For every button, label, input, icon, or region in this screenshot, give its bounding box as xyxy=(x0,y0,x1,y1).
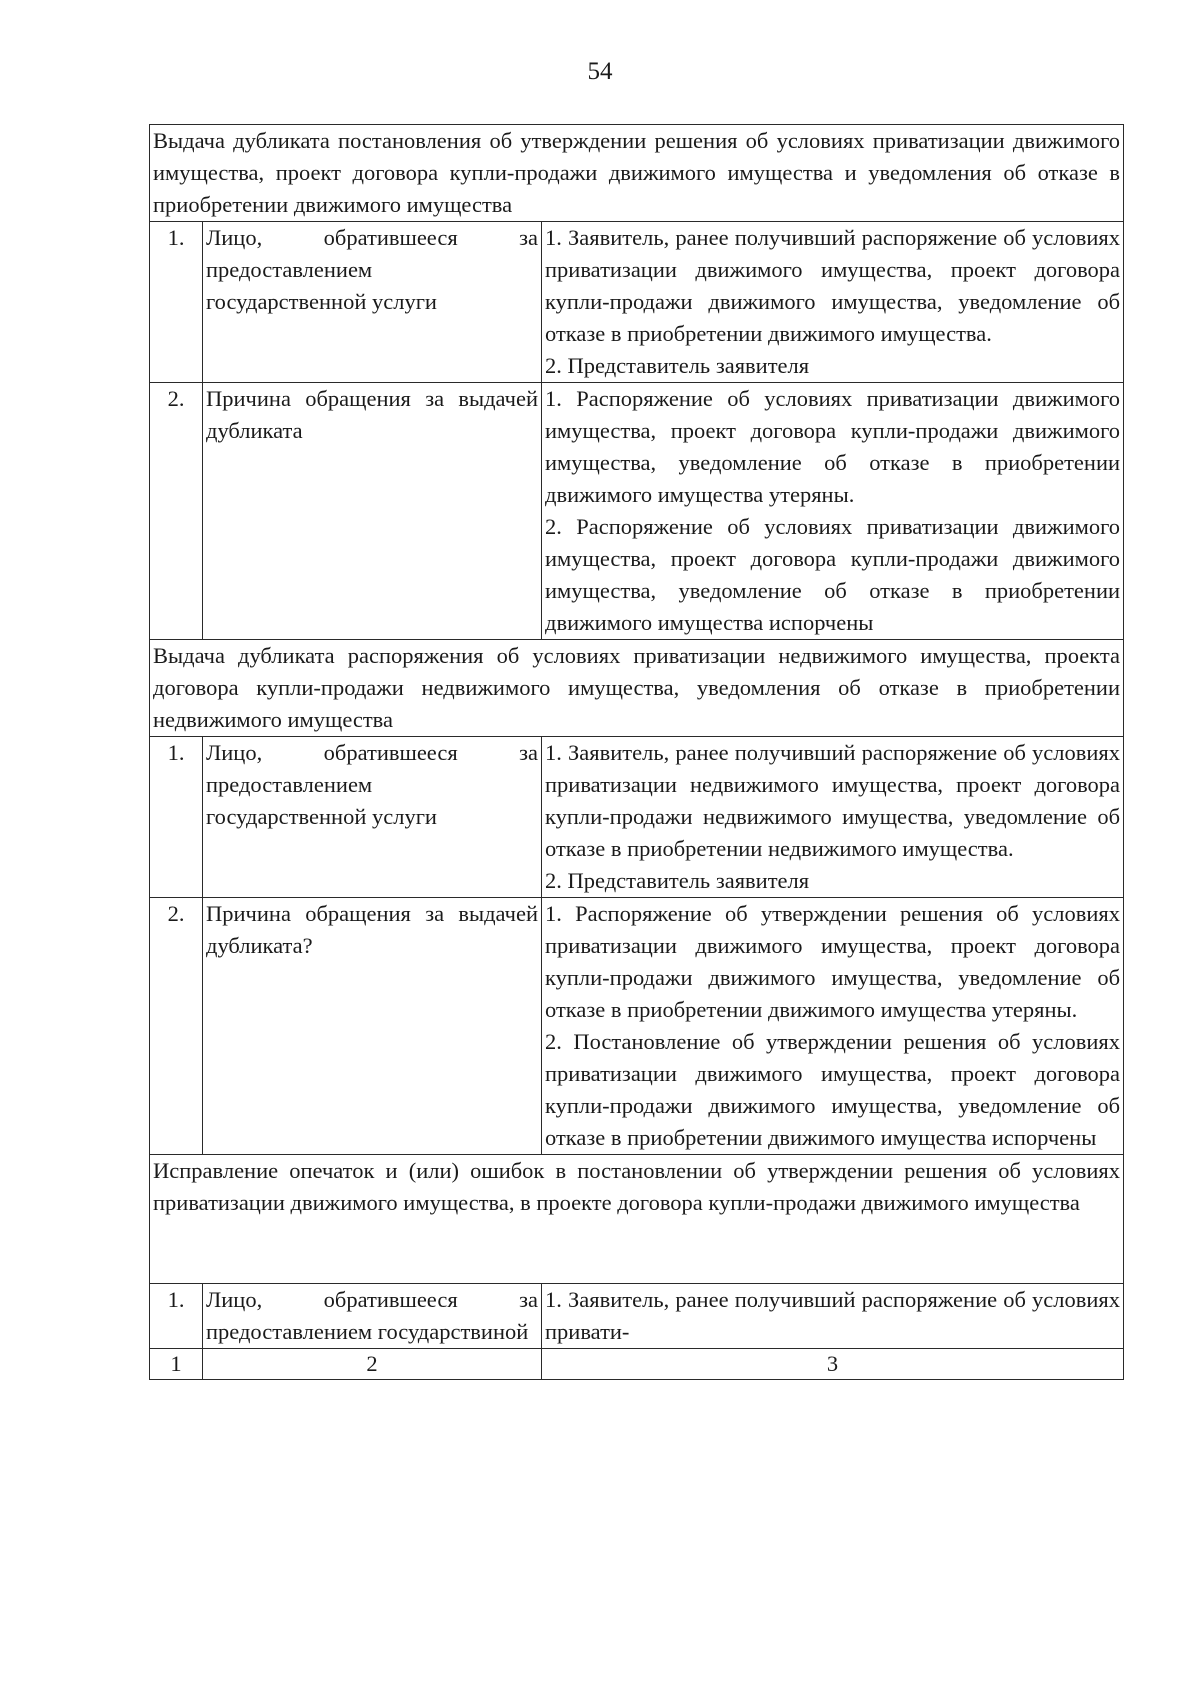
column-numbers-row xyxy=(150,1349,1124,1380)
section-header-row xyxy=(150,1155,1124,1284)
row-number: 1. xyxy=(150,1284,203,1349)
row-content xyxy=(542,737,1124,898)
content-item: 2. Постановление об утверждении решения об условиях приватизации движимого имущества, проект договора купли-продажи движимого имущества, уведомление об отказе в приобретении движимого имущества испорчены xyxy=(545,1029,1121,1150)
table-row xyxy=(150,222,1124,383)
row-number: 2. xyxy=(150,383,203,640)
row-label: Причина обращения за выдачей дубликата xyxy=(203,383,542,640)
content-item: 1. Распоряжение об утверждении решения об условиях приватизации движимого имущества, проект договора купли-продажи движимого имущества, уведомление об отказе в приобретении движимого имущества утеряны. xyxy=(545,901,1121,1022)
row-label: Лицо, обратившееся за предоставлением государственной услуги xyxy=(203,737,542,898)
table-row xyxy=(150,898,1124,1155)
row-content xyxy=(542,383,1124,640)
section-title: Выдача дубликата постановления об утверждении решения об условиях приватизации движимого имущества, проект договора купли-продажи движимого имущества и уведомления об отказе в приобретении движимого имущества xyxy=(150,125,1124,222)
page-number: 54 xyxy=(587,58,613,85)
content-item: 1. Заявитель, ранее получивший распоряжение об условиях приватизации движимого имущества, проект договора купли-продажи движимого имущества, уведомление об отказе в приобретении движимого имущества. xyxy=(545,225,1121,346)
row-number: 1. xyxy=(150,222,203,383)
column-number: 3 xyxy=(542,1349,1124,1380)
content-item: 2. Представитель заявителя xyxy=(545,353,810,378)
table-row xyxy=(150,1284,1124,1349)
column-number: 2 xyxy=(203,1349,542,1380)
table-row xyxy=(150,737,1124,898)
section-header-row xyxy=(150,125,1124,222)
row-label: Причина обращения за выдачей дубликата? xyxy=(203,898,542,1155)
row-number: 2. xyxy=(150,898,203,1155)
content-item: 1. Распоряжение об условиях приватизации движимого имущества, проект договора купли-продажи движимого имущества, уведомление об отказе в приобретении движимого имущества утеряны. xyxy=(545,386,1121,507)
column-number: 1 xyxy=(150,1349,203,1380)
section-title: Исправление опечаток и (или) ошибок в постановлении об утверждении решения об условиях приватизации движимого имущества, в проекте договора купли-продажи движимого имущества xyxy=(150,1155,1124,1284)
row-number: 1. xyxy=(150,737,203,898)
content-item: 1. Заявитель, ранее получивший распоряжение об условиях привати- xyxy=(545,1287,1121,1344)
content-item: 2. Представитель заявителя xyxy=(545,868,810,893)
row-content xyxy=(542,1284,1124,1349)
content-item: 1. Заявитель, ранее получивший распоряжение об условиях приватизации недвижимого имущества, проект договора купли-продажи недвижимого имущества, уведомление об отказе в приобретении недвижимого имущества. xyxy=(545,740,1121,861)
table-row xyxy=(150,383,1124,640)
row-label: Лицо, обратившееся за предоставлением государствиной xyxy=(203,1284,542,1349)
content-item: 2. Распоряжение об условиях приватизации движимого имущества, проект договора купли-продажи движимого имущества, уведомление об отказе в приобретении движимого имущества испорчены xyxy=(545,514,1121,635)
row-content xyxy=(542,898,1124,1155)
section-header-row xyxy=(150,640,1124,737)
row-content xyxy=(542,222,1124,383)
services-table xyxy=(149,124,1124,1380)
section-title: Выдача дубликата распоряжения об условиях приватизации недвижимого имущества, проекта договора купли-продажи недвижимого имущества, уведомления об отказе в приобретении недвижимого имущества xyxy=(150,640,1124,737)
row-label: Лицо, обратившееся за предоставлением государственной услуги xyxy=(203,222,542,383)
